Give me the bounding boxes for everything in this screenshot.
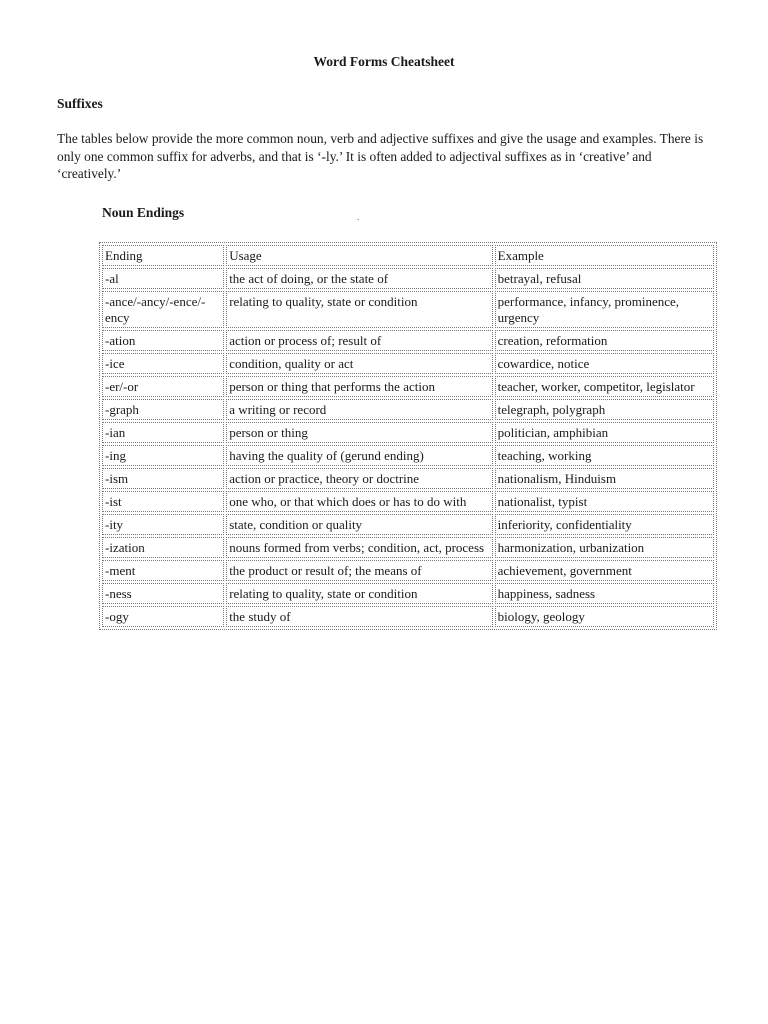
cell-example: creation, reformation: [495, 330, 714, 351]
cell-ending: -ist: [102, 491, 224, 512]
cell-example: happiness, sadness: [495, 583, 714, 604]
cell-usage: the product or result of; the means of: [226, 560, 492, 581]
stray-mark: .: [357, 212, 360, 222]
table-row: [102, 445, 714, 466]
cell-usage: relating to quality, state or condition: [226, 291, 492, 328]
cell-ending: -ness: [102, 583, 224, 604]
cell-example: teaching, working: [495, 445, 714, 466]
cell-example: harmonization, urbanization: [495, 537, 714, 558]
cell-usage: action or process of; result of: [226, 330, 492, 351]
cell-example: betrayal, refusal: [495, 268, 714, 289]
cell-ending: -ogy: [102, 606, 224, 627]
cell-example: teacher, worker, competitor, legislator: [495, 376, 714, 397]
table-row: [102, 422, 714, 443]
cell-example: telegraph, polygraph: [495, 399, 714, 420]
header-cell-usage: Usage: [226, 245, 492, 266]
cell-example: achievement, government: [495, 560, 714, 581]
table-row: [102, 583, 714, 604]
cell-ending: -ment: [102, 560, 224, 581]
table-row: [102, 291, 714, 328]
cell-usage: person or thing that performs the action: [226, 376, 492, 397]
cell-usage: the study of: [226, 606, 492, 627]
table-row: [102, 353, 714, 374]
table-row: [102, 376, 714, 397]
cell-usage: relating to quality, state or condition: [226, 583, 492, 604]
cell-ending: -ian: [102, 422, 224, 443]
table-row: [102, 491, 714, 512]
cell-usage: action or practice, theory or doctrine: [226, 468, 492, 489]
document-title: Word Forms Cheatsheet: [313, 54, 455, 69]
cell-example: biology, geology: [495, 606, 714, 627]
table-header-row: [102, 245, 714, 266]
cell-usage: having the quality of (gerund ending): [226, 445, 492, 466]
header-cell-ending: Ending: [102, 245, 224, 266]
table-row: [102, 268, 714, 289]
table-row: [102, 468, 714, 489]
cell-usage: person or thing: [226, 422, 492, 443]
cell-example: nationalism, Hinduism: [495, 468, 714, 489]
cell-example: performance, infancy, prominence, urgency: [495, 291, 714, 328]
cell-ending: -ice: [102, 353, 224, 374]
cell-ending: -graph: [102, 399, 224, 420]
noun-endings-table: [99, 242, 717, 630]
cell-ending: -ing: [102, 445, 224, 466]
cell-usage: a writing or record: [226, 399, 492, 420]
noun-endings-table-body: [102, 245, 714, 627]
cell-example: politician, amphibian: [495, 422, 714, 443]
cell-ending: -ism: [102, 468, 224, 489]
cell-ending: -ization: [102, 537, 224, 558]
table-row: [102, 330, 714, 351]
cell-usage: state, condition or quality: [226, 514, 492, 535]
cell-ending: -ation: [102, 330, 224, 351]
cell-usage: the act of doing, or the state of: [226, 268, 492, 289]
section-heading-suffixes: Suffixes: [57, 96, 103, 111]
cell-usage: condition, quality or act: [226, 353, 492, 374]
table-heading-noun-endings: Noun Endings: [102, 205, 185, 220]
cell-ending: -al: [102, 268, 224, 289]
cell-ending: -ance/-ancy/-ence/-ency: [102, 291, 224, 328]
table-row: [102, 560, 714, 581]
table-row: [102, 606, 714, 627]
table-row: [102, 399, 714, 420]
intro-paragraph: The tables below provide the more common noun, verb and adjective suffixes and give the usage and examples. There is only one common suffix for adverbs, and that is ‘-ly.’ It is often added to adjectival suffixes as in ‘creative’ and ‘creatively.’: [57, 131, 704, 181]
header-cell-example: Example: [495, 245, 714, 266]
cell-usage: one who, or that which does or has to do with: [226, 491, 492, 512]
cell-usage: nouns formed from verbs; condition, act, process: [226, 537, 492, 558]
cell-example: nationalist, typist: [495, 491, 714, 512]
cell-example: cowardice, notice: [495, 353, 714, 374]
cell-ending: -ity: [102, 514, 224, 535]
table-row: [102, 514, 714, 535]
table-row: [102, 537, 714, 558]
cell-ending: -er/-or: [102, 376, 224, 397]
cell-example: inferiority, confidentiality: [495, 514, 714, 535]
